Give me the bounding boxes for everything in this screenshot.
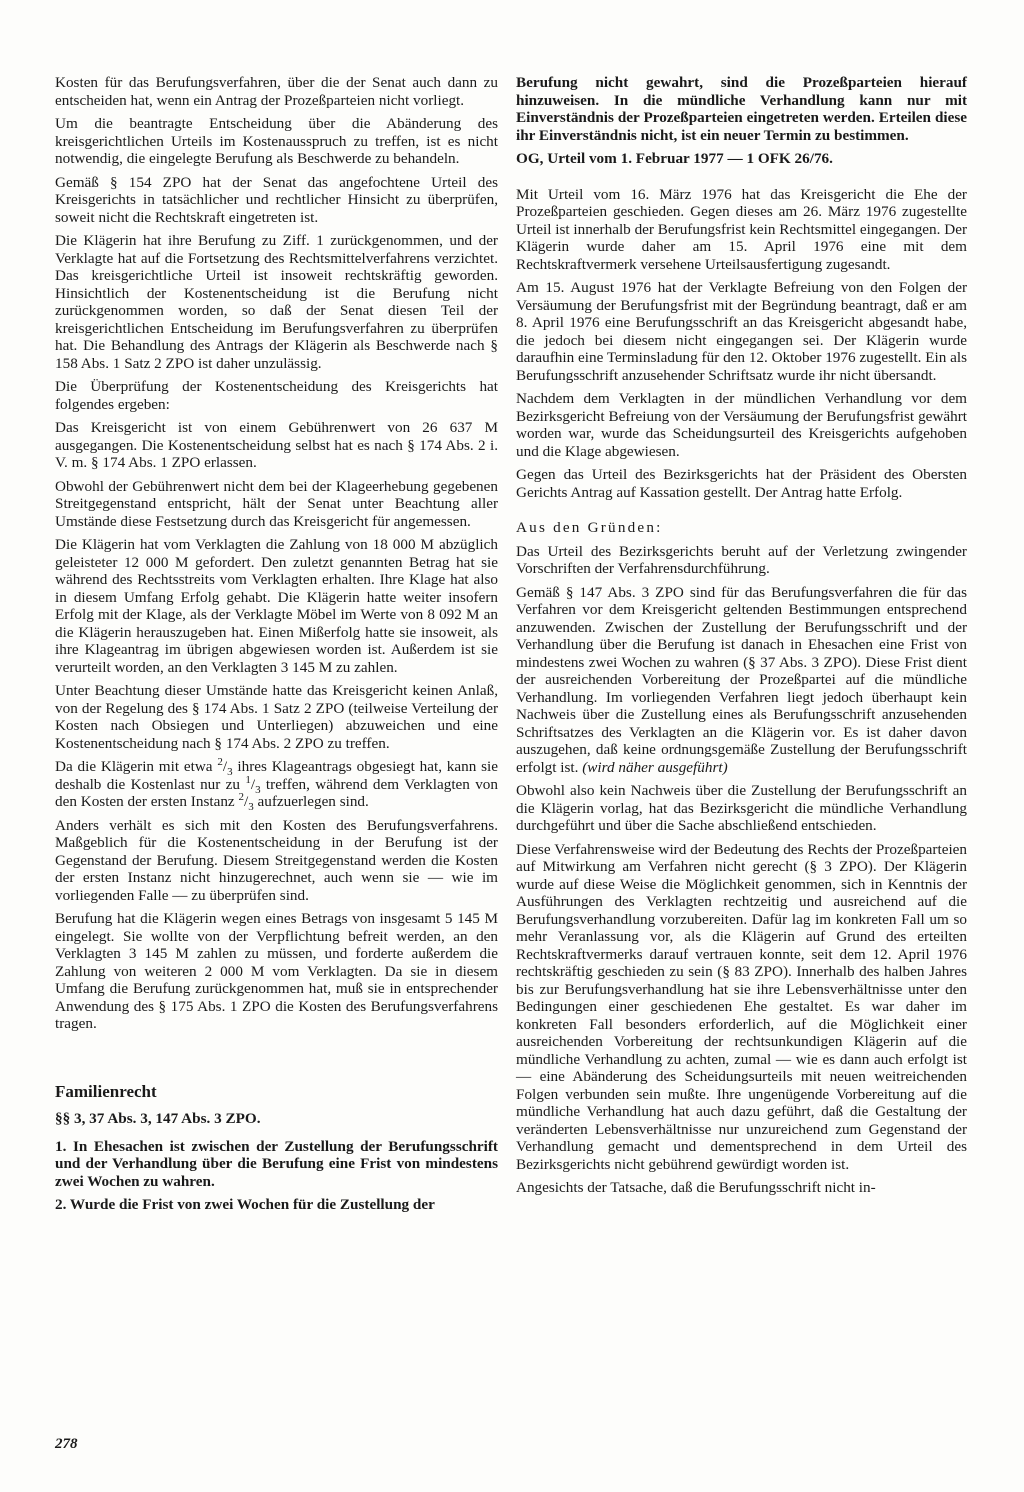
text-run: ihres Klageantrags obgesiegt hat, kann sie deshalb die Kostenlast nur zu [55,758,498,793]
paragraph: Um die beantragte Entscheidung über die Abänderung des kreisgerichtlichen Urteils im Kostenausspruch zu treffen, ist es nicht notwendig, die eingelegte Berufung als Beschwerde zu behandeln. [55,115,498,167]
paragraph: Nachdem dem Verklagten in der mündlichen Verhandlung vor dem Bezirksgericht Befreiung von der Versäumung der Berufungsfrist gewährt worden war, wurde das Scheidungsurteil des Kreisgerichts aufgehoben und die Klage abgewiesen. [516,390,967,460]
paragraph: Am 15. August 1976 hat der Verklagte Befreiung von den Folgen der Versäumung der Berufungsfrist mit der Begründung beantragt, daß er am 8. April 1976 eine Berufungsschrift an das Kreisgericht abgesandt habe, die jedoch bei diesem nicht eingegangen sei. Der Klägerin wurde daraufhin eine Terminsladung für den 12. Oktober 1976 zugestellt. Ein als Berufungsschrift anzusehender Schriftsatz wurde ihr nicht übersandt. [516,279,967,384]
paragraph: Diese Verfahrensweise wird der Bedeutung des Rechts der Prozeßparteien auf Mitwirkung am Verfahren nicht gerecht (§ 3 ZPO). Der Klägerin wurde auf diese Weise die Möglichkeit genommen, sich in Kenntnis der Ausführungen des Verklagten rechtzeitig und ausreichend auf die Berufungsverhandlung vorzubereiten. Dafür lag im konkreten Fall um so mehr Veranlassung vor, als die Klägerin auf Grund des erteilten Rechtskraftvermerks darauf vertrauen konnte, seit dem 12. April 1976 rechtskräftig geschieden zu sein (§ 83 ZPO). Innerhalb des halben Jahres bis zur Berufungsverhandlung hat sie ihre Lebensverhältnisse unter den Bedingungen einer geschiedenen Ehe gestaltet. Es war daher im konkreten Fall besonders erforderlich, auf die Möglichkeit einer ausreichenden Vorbereitung der rechtsunkundigen Klägerin auf die mündliche Verhandlung zu achten, zumal — wie es dann auch erfolgt ist — eine Abänderung des Scheidungsurteils mit neuen weitreichenden Folgen verbunden sein mußte. Ihre ungenügende Vorbereitung auf die mündliche Verhandlung hat auch dazu geführt, daß die Gestaltung der veränderten Lebensverhältnisse nur unzureichend zum Gegenstand der Verhandlung gemacht und dementsprechend in dem Urteil des Bezirksgerichts nicht gebührend gewürdigt worden ist. [516,840,967,1173]
paragraph: Gemäß § 154 ZPO hat der Senat das angefochtene Urteil des Kreisgerichts in tatsächlicher und rechtlicher Hinsicht zu überprüfen, soweit nicht die Rechtskraft eingetreten ist. [55,173,498,226]
section-heading: Familienrecht [55,1081,157,1101]
paragraph: Anders verhält es sich mit den Kosten des Berufungsverfahrens. Maßgeblich für die Kostenentscheidung in der Berufung ist der Gegenstand der Berufung. Diesem Streitgegenstand werden die Kosten der ersten Instanz nicht hinzugerechnet, auch wenn sie — wie im vorliegenden Falle — zu überprüfen sind. [55,816,498,904]
fraction-denominator: 3 [255,783,261,796]
text-run: aufzuerlegen sind. [253,793,369,810]
paragraph: Unter Beachtung dieser Umstände hatte das Kreisgericht keinen Anlaß, von der Regelung des § 174 Abs. 1 Satz 2 ZPO (teilweise Verteilung der Kosten nach Obsiegen und Unterliegen) abzuweichen und eine Kostenentscheidung nach § 174 Abs. 2 ZPO zu treffen. [55,682,498,752]
spacer [55,1039,498,1083]
paragraph: Die Klägerin hat ihre Berufung zu Ziff. 1 zurückgenommen, und der Verklagte hat auf die Fortsetzung des Rechtsmittelverfahrens verzichtet. Das kreisgerichtliche Urteil ist insoweit rechtskräftig geworden. Hinsichtlich der Kostenentscheidung ist die Berufung nicht zurückgenommen worden, so daß der Senat diesen Teil der kreisgerichtlichen Entscheidung im Berufungsverfahren zu überprüfen hat. Die Behandlung des Antrags der Klägerin als Beschwerde nach § 158 Abs. 1 Satz 2 ZPO ist daher unzulässig. [55,232,498,372]
omission-note: (wird näher ausgeführt) [582,758,728,776]
text-run: Gemäß § 147 Abs. 3 ZPO sind für das Berufungsverfahren die für das Verfahren vor dem Kreisgericht geltenden Bestimmungen entsprechend anzuwenden. Zwischen der Zustellung der Berufungsschrift und der Verhandlung über die Berufung ist danach in Ehesachen eine Frist von mindestens zwei Wochen zu wahren (§ 37 Abs. 3 ZPO). Diese Frist dient der ausreichenden Vorbereitung der Prozeßpartei auf die mündliche Verhandlung. Im vorliegenden Verfahren liegt jedoch überhaupt kein Nachweis über die Zustellung eines als Berufungsschrift anzusehenden Schriftsatzes des Verklagten an die Klägerin vor. Es ist daher davon auszugehen, daß keine ordnungsgemäße Zustellung der Berufungsschrift erfolgt ist. [516,583,967,776]
paragraph: Die Überprüfung der Kostenentscheidung des Kreisgerichts hat folgendes ergeben: [55,378,498,413]
text-run: treffen, während dem Verklagten von den Kosten der ersten Instanz [55,775,498,810]
right-column [516,74,967,1203]
fraction-numerator: 2 [217,755,223,768]
spacer [516,174,967,186]
fraction-denominator: 3 [248,801,254,814]
fraction-numerator: 2 [238,790,244,803]
paragraph: Angesichts der Tatsache, daß die Berufungsschrift nicht in- [516,1179,876,1196]
fraction-denominator: 3 [227,766,233,779]
fraction-numerator: 1 [245,773,251,786]
paragraph: Mit Urteil vom 16. März 1976 hat das Kreisgericht die Ehe der Prozeßparteien geschieden. Gegen dieses am 26. März 1976 zugestellte Urteil ist innerhalb der Berufungsfrist kein Rechtsmittel eingegangen. Der Klägerin wurde daher am 15. April 1976 eine mit dem Rechtskraftvermerk versehene Urteilsausfertigung zugesandt. [516,185,967,273]
spacer [516,507,967,519]
page-number: 278 [55,1436,78,1452]
paragraph: Gegen das Urteil des Bezirksgerichts hat der Präsident des Obersten Gerichts Antrag auf Kassation gestellt. Der Antrag hatte Erfolg. [516,466,967,501]
paragraph: Obwohl der Gebührenwert nicht dem bei der Klageerhebung gegebenen Streitgegenstand entspricht, hält der Senat unter Beachtung aller Umstände diese Festsetzung durch das Kreisgericht für angemessen. [55,477,498,530]
headnote-1: 1. In Ehesachen ist zwischen der Zustellung der Berufungsschrift und der Verhandlung über die Berufung eine Frist von mindestens zwei Wochen zu wahren. [55,1137,498,1190]
paragraph: Obwohl also kein Nachweis über die Zustellung der Berufungsschrift an die Klägerin vorlag, hat das Bezirksgericht die mündliche Verhandlung durchgeführt und über die Sache abschließend entschieden. [516,782,967,834]
left-column [55,74,498,1220]
norms-reference: §§ 3, 37 Abs. 3, 147 Abs. 3 ZPO. [55,1110,261,1127]
headnote-2-continued: Berufung nicht gewahrt, sind die Prozeßparteien hierauf hinzuweisen. In die mündliche Verhandlung kann nur mit Einverständnis der Prozeßparteien eingetreten werden. Erteilen diese ihr Einverständnis nicht, ist ein neuer Termin zu bestimmen. [516,74,967,144]
citation: OG, Urteil vom 1. Februar 1977 — 1 OFK 26/76. [516,150,833,167]
paragraph: Das Urteil des Bezirksgerichts beruht auf der Verletzung zwingender Vorschriften der Verfahrensdurchführung. [516,542,967,577]
headnote-2: 2. Wurde die Frist von zwei Wochen für die Zustellung der [55,1196,435,1213]
paragraph: Das Kreisgericht ist von einem Gebührenwert von 26 637 M ausgegangen. Die Kostenentscheidung selbst hat es nach § 174 Abs. 2 i. V. m. § 174 Abs. 1 ZPO erlassen. [55,419,498,471]
paragraph-with-fractions: Da die Klägerin mit etwa $^2/_3$ ihres Klageantrags obgesiegt hat, kann sie deshalb die Kostenlast nur zu $^1/_3$ treffen, während dem Verklagten von den Kosten der ersten Instanz $^2/_3$ aufzuerlegen sind. [55,755,498,814]
paragraph [516,584,967,777]
grounds-heading: Aus den Gründen: [516,519,663,536]
paragraph: Die Klägerin hat vom Verklagten die Zahlung von 18 000 M abzüglich geleisteter 12 000 M gefordert. Den zuletzt genannten Betrag hat sie während des Rechtsstreits vom Verklagten erhalten. Ihre Klage hat also in diesem Umfang Erfolg gehabt. Die Klägerin hatte weiter insofern Erfolg mit der Klage, als der Verklagte Möbel im Werte von 8 092 M an die Klägerin herauszugeben hat. Einen Mißerfolg hatte sie insoweit, als ihre Klageantrag im übrigen abgewiesen worden ist. Außerdem ist sie verurteilt worden, an den Verklagten 3 145 M zu zahlen. [55,536,498,676]
paragraph: Berufung hat die Klägerin wegen eines Betrags von insgesamt 5 145 M eingelegt. Sie wollte von der Verpflichtung befreit werden, an den Verklagten 3 145 M zahlen zu müssen, und forderte außerdem die Zahlung von weiteren 2 000 M vom Verklagten. Da sie in diesem Umfang die Berufung zurückgenommen hat, muß sie in entsprechender Anwendung des § 175 Abs. 1 ZPO die Kosten des Berufungsverfahrens tragen. [55,910,498,1032]
text-run: Da die Klägerin mit etwa [55,758,218,775]
paragraph: Kosten für das Berufungsverfahren, über die der Senat auch dann zu entscheiden hat, wenn ein Antrag der Prozeßparteien nicht vorliegt. [55,74,498,109]
